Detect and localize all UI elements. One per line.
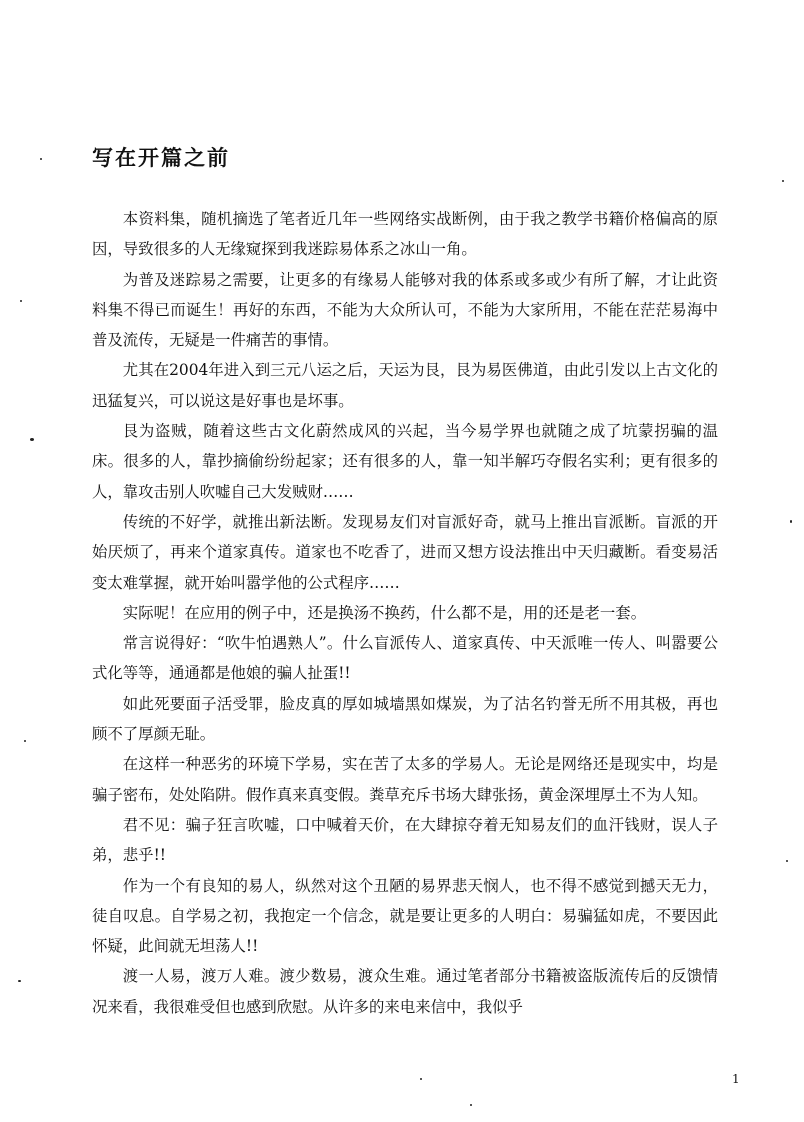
page-title: 写在开篇之前 (92, 145, 230, 170)
body-text (92, 204, 718, 1022)
paragraph: 尤其在2004年进入到三元八运之后，天运为艮，艮为易医佛道，由此引发以上古文化的迅猛复兴，可以说这是好事也是坏事。 (92, 361, 718, 410)
scan-speck (20, 300, 22, 302)
paragraph: 艮为盗贼，随着这些古文化蔚然成风的兴起，当今易学界也就随之成了坑蒙拐骗的温床。很多的人，靠抄摘偷纷纷起家；还有很多的人，靠一知半解巧夺假名实利；更有很多的人，靠攻击别人吹嘘自己大发贼财…… (92, 422, 718, 501)
scan-speck (470, 1104, 472, 1106)
page-number: 1 (732, 1072, 740, 1086)
paragraph: 渡一人易，渡万人难。渡少数易，渡众生难。通过笔者部分书籍被盗版流传后的反馈情况来看，我很难受但也感到欣慰。从许多的来电来信中，我似乎 (92, 967, 718, 1016)
scan-speck (782, 180, 784, 182)
scan-speck (24, 740, 26, 742)
paragraph: 作为一个有良知的易人，纵然对这个丑陋的易界悲天悯人，也不得不感觉到撼天无力，徒自叹息。自学易之初，我抱定一个信念，就是要让更多的人明白：易骗猛如虎，不要因此怀疑，此间就无坦荡人!! (92, 876, 718, 956)
paragraph: 本资料集，随机摘选了笔者近几年一些网络实战断例，由于我之教学书籍价格偏高的原因，导致很多的人无缘窥探到我迷踪易体系之冰山一角。 (92, 210, 718, 259)
scan-speck (786, 860, 788, 862)
scan-speck (420, 1078, 422, 1080)
scan-speck (18, 980, 21, 982)
paragraph: 如此死要面子活受罪，脸皮真的厚如城墙黑如煤炭，为了沽名钓誉无所不用其极，再也顾不了厚颜无耻。 (92, 694, 718, 744)
scan-speck (30, 438, 34, 441)
scan-speck (790, 520, 792, 523)
scan-speck (40, 158, 42, 160)
paragraph: 传统的不好学，就推出新法断。发现易友们对盲派好奇，就马上推出盲派断。盲派的开始厌烦了，再来个道家真传。道家也不吃香了，进而又想方设法推出中天归藏断。看变易活变太难掌握，就开始叫嚣学他的公式程序…… (92, 512, 718, 592)
paragraph: 君不见：骗子狂言吹嘘，口中喊着天价，在大肆掠夺着无知易友们的血汗钱财，误人子弟，悲乎!! (92, 815, 718, 865)
paragraph: 常言说得好：“吹牛怕遇熟人”。什么盲派传人、道家真传、中天派唯一传人、叫嚣要公式化等等，通通都是他娘的骗人扯蛋!! (92, 634, 718, 683)
paragraph: 实际呢！在应用的例子中，还是换汤不换药，什么都不是，用的还是老一套。 (122, 603, 647, 622)
paragraph: 在这样一种恶劣的环境下学易，实在苦了太多的学易人。无论是网络还是现实中，均是骗子密布，处处陷阱。假作真来真变假。粪草充斥书场大肆张扬，黄金深埋厚土不为人知。 (92, 755, 718, 804)
paragraph: 为普及迷踪易之需要，让更多的有缘易人能够对我的体系或多或少有所了解，才让此资料集不得已而诞生！再好的东西，不能为大众所认可，不能为大家所用，不能在茫茫易海中普及流传，无疑是一件痛苦的事情。 (92, 270, 718, 350)
